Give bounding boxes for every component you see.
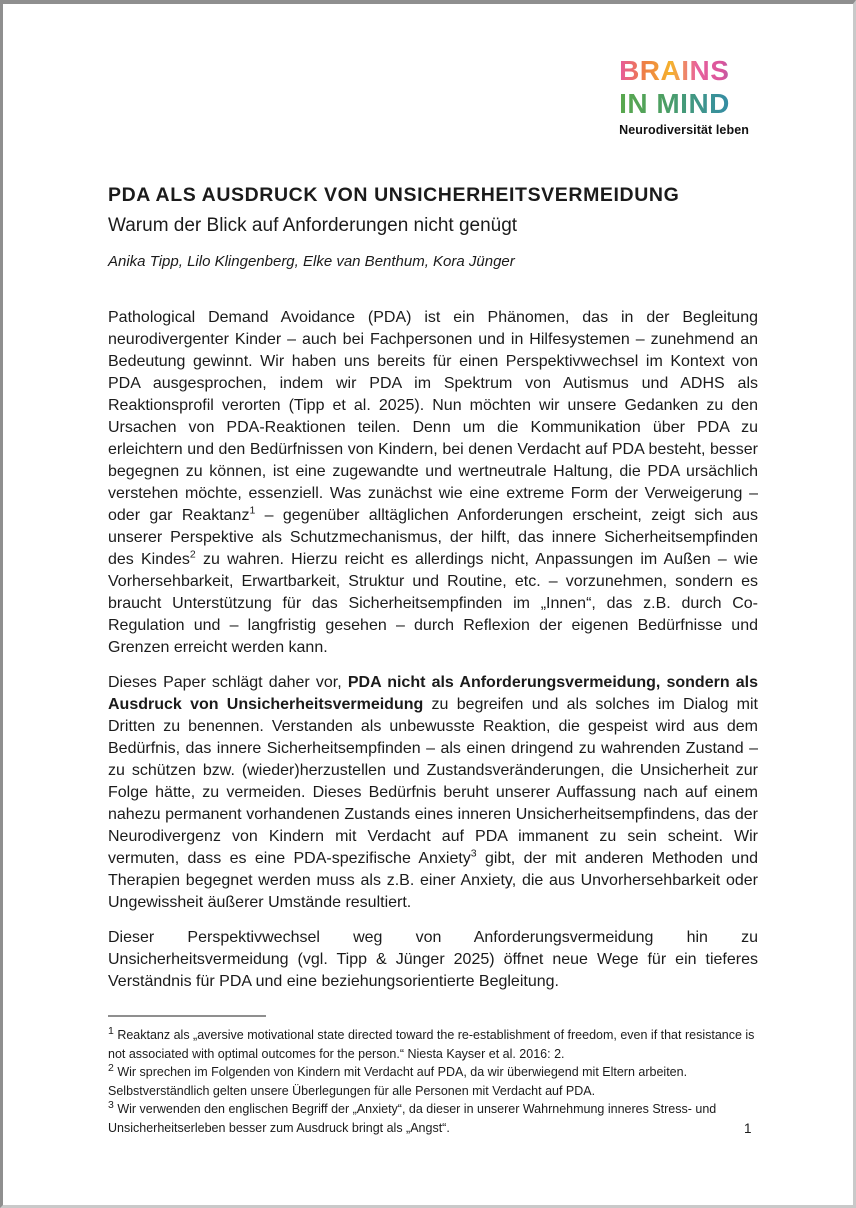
footnote-text: Reaktanz als „aversive motivational state directed toward the re-establishment of freedom, even if that resistance is not associated with optimal outcomes for the person.“ Niesta Kayser et al. 2016: 2. xyxy=(108,1028,755,1061)
footnote-reference: 2 xyxy=(189,548,196,561)
footnote-reference: 3 xyxy=(470,847,477,860)
text-segment: Pathological Demand Avoidance (PDA) ist ein Phänomen, das in der Begleitung neurodivergenter Kinder – auch bei Fachpersonen und in Hilfesystemen – zunehmend an Bedeutung gewinnt. Wir haben uns bereits für einen Perspektivwechsel im Kontext von PDA ausgesprochen, indem wir PDA im Spektrum von Autismus und ADHS als Reaktionsprofil verorten (Tipp et al. 2025). Nun möchten wir unsere Gedanken zu den Ursachen von PDA-Reaktionen teilen. Denn um die Kommunikation über PDA zu erleichtern und den Bedürfnissen von Kindern, bei denen Verdacht auf PDA besteht, besser begegnen zu können, ist eine zugewandte und wertneutrale Haltung, die PDA ursächlich verstehen möchte, essenziell. Was zunächst wie eine extreme Form der Verweigerung – oder gar Reaktanz xyxy=(108,309,758,524)
footnote-text: Wir verwenden den englischen Begriff der „Anxiety“, da dieser in unserer Wahrnehmung inneres Stress- und Unsicherheitserleben besser zum Ausdruck bringt als „Angst“. xyxy=(108,1102,717,1135)
footnote-item xyxy=(108,1100,758,1137)
text-segment: Dieser Perspektivwechsel weg von Anforderungsvermeidung hin zu Unsicherheitsvermeidung (vgl. Tipp & Jünger 2025) öffnet neue Wege für ein tieferes Verständnis für PDA und eine beziehungsorientierte Begleitung. xyxy=(108,929,758,990)
text-segment: Dieses Paper schlägt daher vor, xyxy=(108,674,348,691)
text-segment: zu wahren. Hierzu reicht es allerdings nicht, Anpassungen im Außen – wie Vorhersehbarkeit, Erwartbarkeit, Struktur und Routine, etc. – vorzunehmen, sondern es braucht Unterstützung für das Sicherheitsempfinden im „Innen“, das z.B. durch Co-Regulation und – langfristig gesehen – durch Reflexion der eigenen Bedürfnisse und Grenzen erreicht werden kann. xyxy=(108,551,758,656)
logo-wordmark-in-mind: IN MIND xyxy=(619,87,749,120)
footnote-marker: 3 xyxy=(108,1098,114,1111)
body-paragraphs xyxy=(108,307,758,1006)
footnote-reference: 1 xyxy=(249,504,256,517)
footnote-marker: 2 xyxy=(108,1061,114,1074)
paragraph xyxy=(108,927,758,993)
footnote-separator xyxy=(108,1015,266,1017)
logo-tagline: Neurodiversität leben xyxy=(619,123,749,137)
footnote-text: Wir sprechen im Folgenden von Kindern mit Verdacht auf PDA, da wir überwiegend mit Eltern arbeiten. Selbstverständlich gelten unsere Überlegungen für alle Personen mit Verdacht auf PDA. xyxy=(108,1065,688,1098)
page-number: 1 xyxy=(744,1121,752,1136)
footnotes-section xyxy=(108,1015,758,1137)
text-segment: gibt, der mit anderen Methoden und Therapien begegnet werden muss als z.B. einer Anxiety, die aus Unvorhersehbarkeit oder Ungewissheit äußerer Umstände resultiert. xyxy=(108,850,758,911)
paragraph xyxy=(108,672,758,914)
page-title: PDA ALS AUSDRUCK VON UNSICHERHEITSVERMEIDUNG xyxy=(108,184,680,206)
document-header xyxy=(108,183,758,271)
brand-logo xyxy=(619,54,749,137)
footnote-marker: 1 xyxy=(108,1024,114,1037)
page-subtitle: Warum der Blick auf Anforderungen nicht genügt xyxy=(108,215,518,236)
logo-wordmark-brains: BRAINS xyxy=(619,54,749,87)
paragraph xyxy=(108,307,758,659)
authors-line: Anika Tipp, Lilo Klingenberg, Elke van Benthum, Kora Jünger xyxy=(108,253,515,270)
footnote-item xyxy=(108,1063,758,1100)
footnote-list xyxy=(108,1026,758,1137)
text-segment: – gegenüber alltäglichen Anforderungen erscheint, zeigt sich aus unserer Perspektive als Schutzmechanismus, der hilft, das innere Sicherheitsempfinden des Kindes xyxy=(108,507,758,568)
text-segment: zu begreifen und als solches im Dialog mit Dritten zu benennen. Verstanden als unbewusste Reaktion, die gespeist wird aus dem Bedürfnis, das innere Sicherheitsempfinden – als einen dringend zu wahrenden Zustand – zu schützen bzw. (wieder)herzustellen und Zustandsveränderungen, die Unsicherheit zur Folge hätte, zu vermeiden. Dieses Bedürfnis beruht unserer Auffassung nach auf einem nahezu permanent vorhandenen Zustands eines inneren Unsicherheitsempfindens, das der Neurodivergenz von Kindern mit Verdacht auf PDA immanent zu sein scheint. Wir vermuten, dass es eine PDA-spezifische Anxiety xyxy=(108,696,758,867)
text-segment: PDA nicht als Anforderungsvermeidung, sondern als Ausdruck von Unsicherheitsvermeidung xyxy=(108,674,759,713)
footnote-item xyxy=(108,1026,758,1063)
